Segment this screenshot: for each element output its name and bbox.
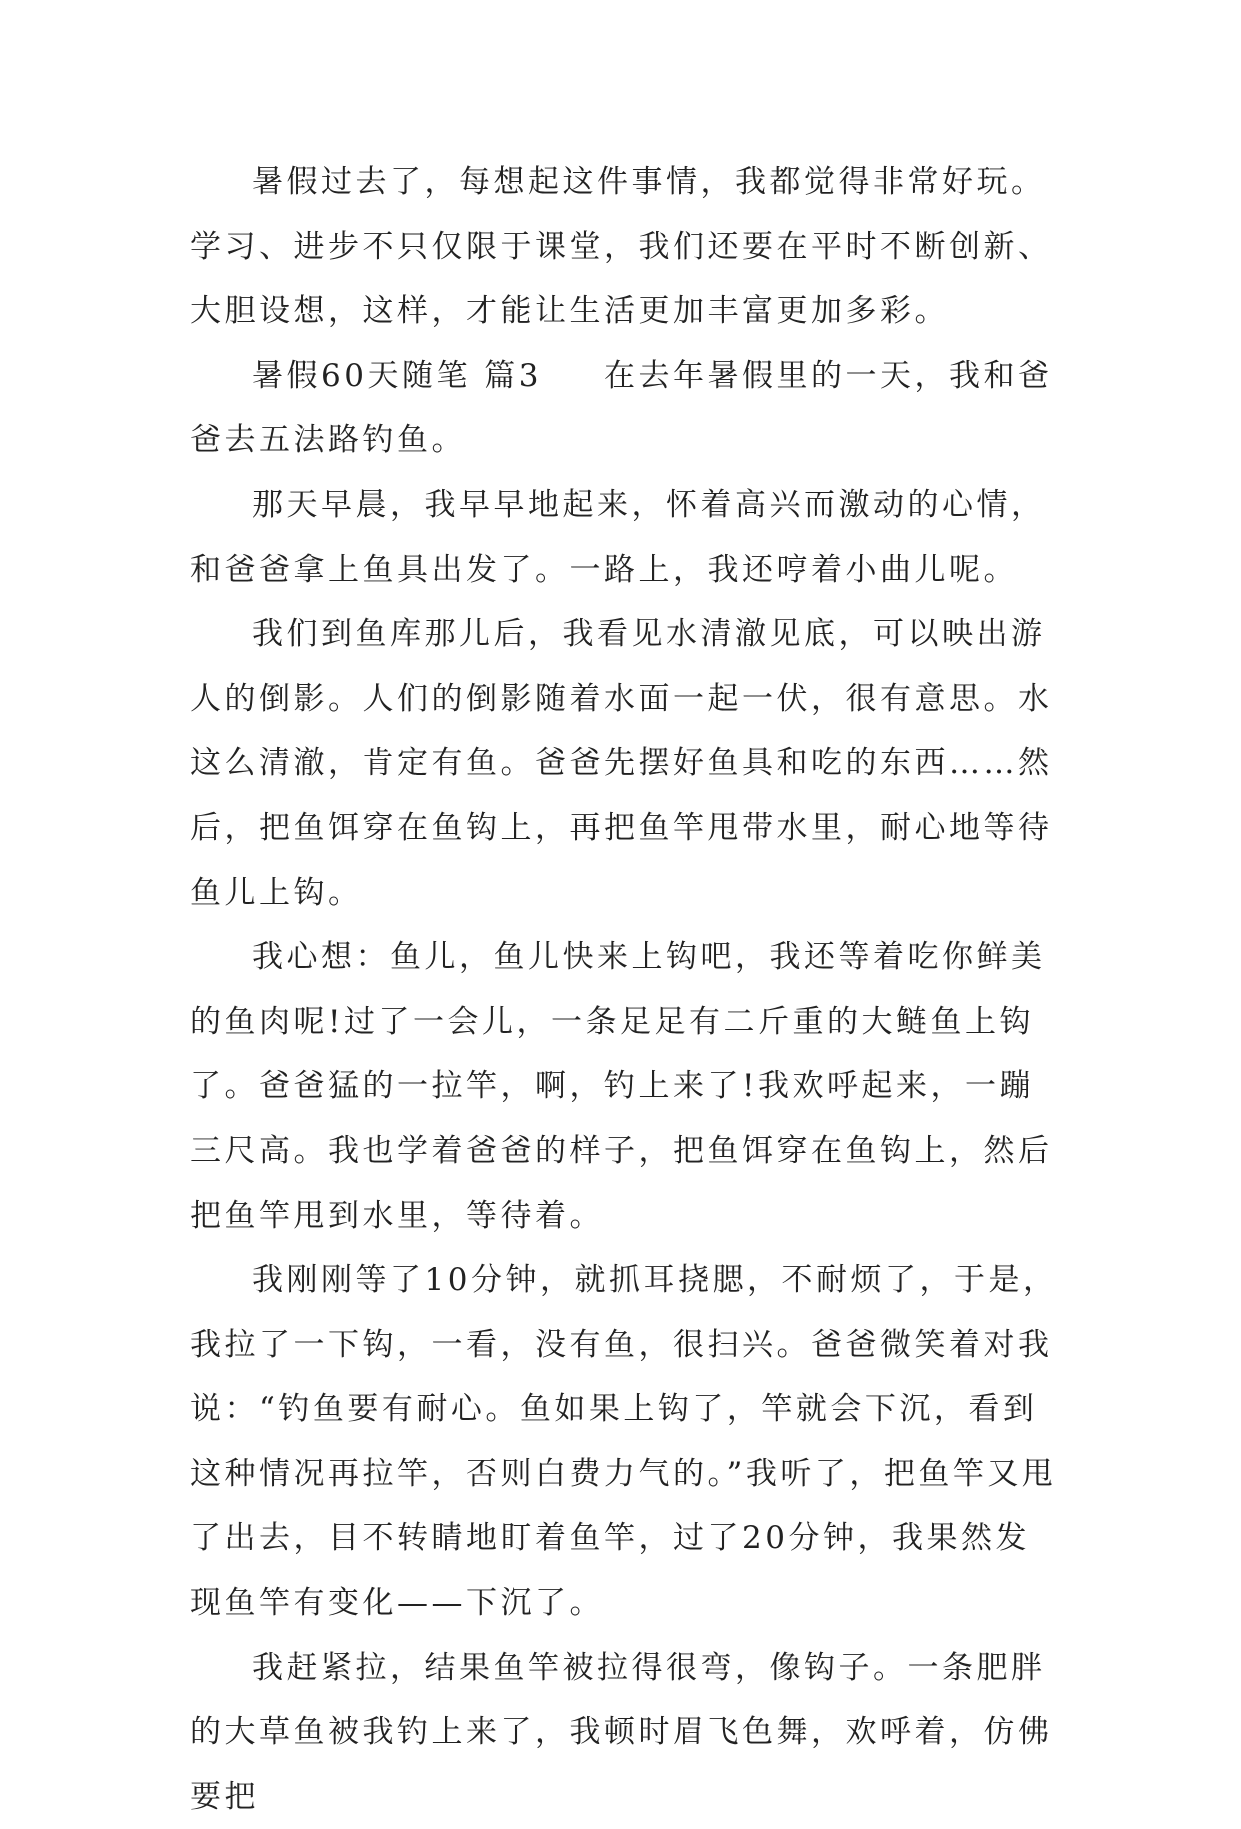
paragraph-4: 我们到鱼库那儿后，我看见水清澈见底，可以映出游人的倒影。人们的倒影随着水面一起一伏，很有意思。水这么清澈，肯定有鱼。爸爸先摆好鱼具和吃的东西……然后，把鱼饵穿在鱼钩上，再把鱼竿甩带水里，耐心地等待鱼儿上钩。 [190, 616, 1053, 911]
document-body [190, 150, 1060, 1829]
paragraph-2 [190, 344, 1060, 473]
paragraph-3: 那天早晨，我早早地起来，怀着高兴而激动的心情，和爸爸拿上鱼具出发了。一路上，我还哼着小曲儿呢。 [190, 486, 1046, 588]
paragraph-5: 我心想：鱼儿，鱼儿快来上钩吧，我还等着吃你鲜美的鱼肉呢!过了一会儿，一条足足有二斤重的大鲢鱼上钩了。爸爸猛的一拉竿，啊，钓上来了!我欢呼起来，一蹦三尺高。我也学着爸爸的样子，把鱼饵穿在鱼钩上，然后把鱼竿甩到水里，等待着。 [190, 939, 1053, 1234]
section-opening-text: 在去年暑假里的一天，我和爸爸去五法路钓鱼。 [190, 357, 1053, 459]
paragraph-7: 我赶紧拉，结果鱼竿被拉得很弯，像钩子。一条肥胖的大草鱼被我钓上来了，我顿时眉飞色舞，欢呼着，仿佛要把 [190, 1649, 1053, 1815]
paragraph-1: 暑假过去了，每想起这件事情，我都觉得非常好玩。学习、进步不只仅限于课堂，我们还要在平时不断创新、大胆设想，这样，才能让生活更加丰富更加多彩。 [190, 164, 1053, 330]
paragraph-6: 我刚刚等了10分钟，就抓耳挠腮，不耐烦了，于是，我拉了一下钩，一看，没有鱼，很扫兴。爸爸微笑着对我说：“钓鱼要有耐心。鱼如果上钩了，竿就会下沉，看到这种情况再拉竿，否则白费力气的。”我听了，把鱼竿又甩了出去，目不转睛地盯着鱼竿，过了20分钟，我果然发现鱼竿有变化——下沉了。 [190, 1262, 1058, 1622]
section-title: 暑假60天随笔 篇3 [252, 357, 543, 394]
